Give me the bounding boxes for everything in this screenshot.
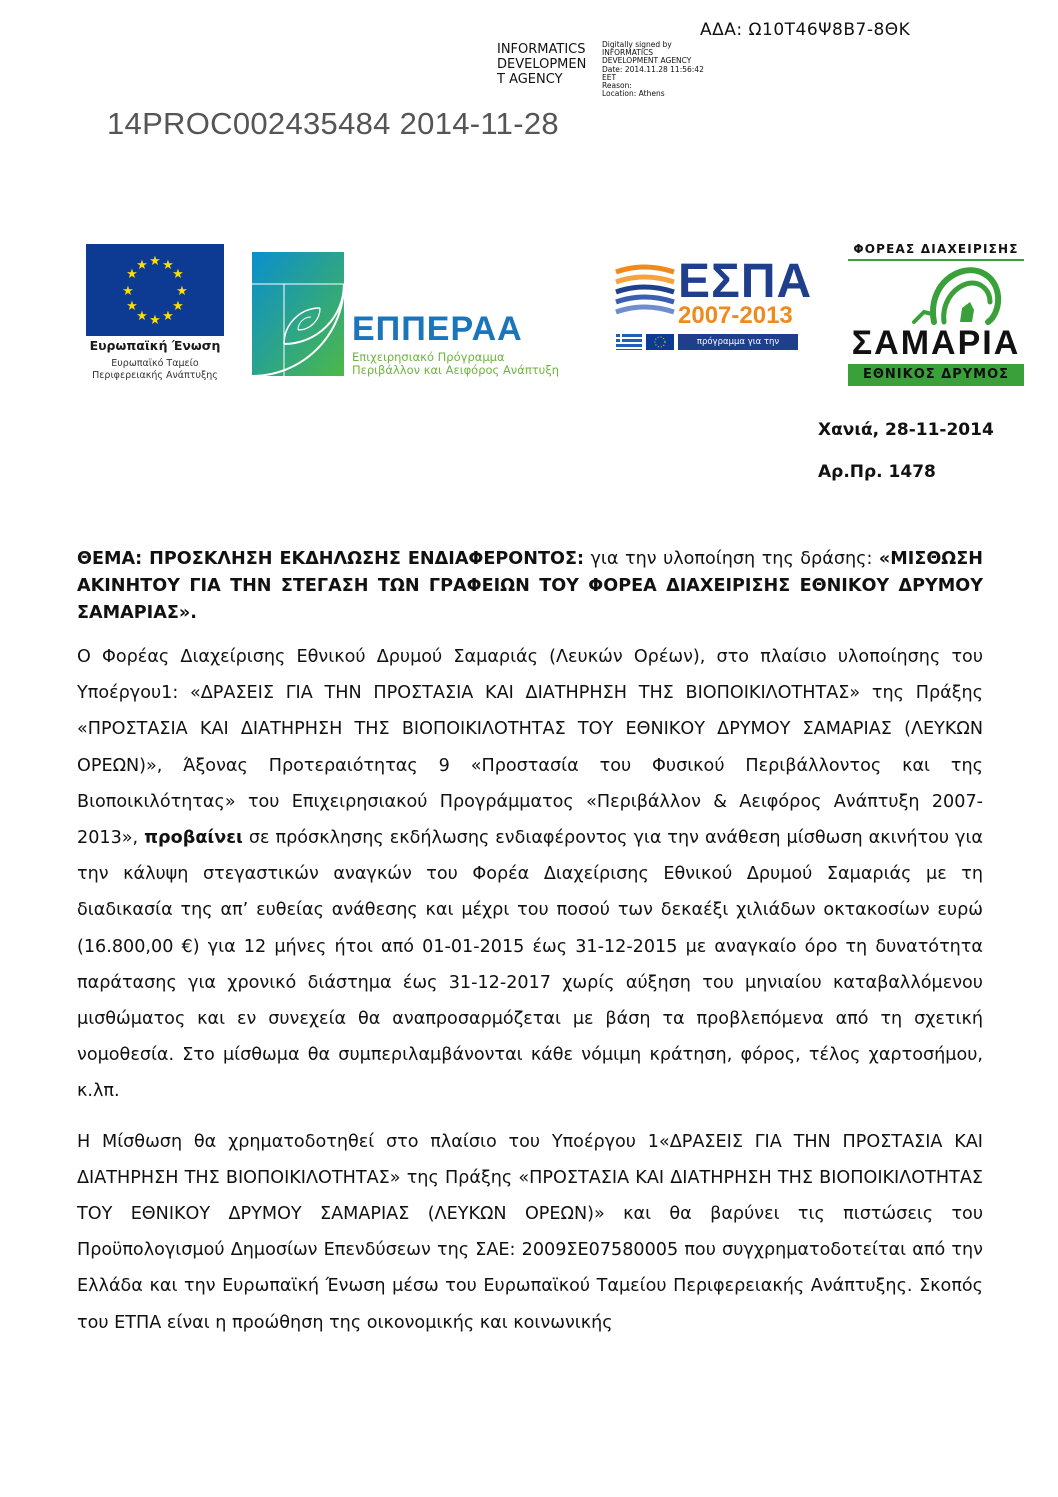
epperaa-subtitle: Επιχειρησιακό Πρόγραμμα (352, 350, 505, 364)
samaria-band: ΕΘΝΙΚΟΣ ΔΡΥΜΟΣ (848, 364, 1024, 386)
eu-flag-icon (86, 244, 224, 336)
digital-signer (497, 42, 601, 87)
svg-text:★: ★ (162, 309, 174, 324)
paragraph-bold-verb: προβαίνει (144, 828, 243, 849)
svg-text:★: ★ (136, 309, 148, 324)
svg-text:★: ★ (149, 254, 161, 269)
signature-details (602, 41, 712, 98)
signer-line: T AGENCY (497, 72, 563, 87)
espa-logo (614, 255, 813, 363)
paragraph-text: Ο Φορέας Διαχείρισης Εθνικού Δρυμού Σαμαριάς (Λευκών Ορέων), στο πλαίσιο υλοποίησης του Υποέργου1: «ΔΡΑΣΕΙΣ ΓΙΑ ΤΗΝ ΠΡΟΣΤΑΣΙΑ ΚΑΙ ΔΙΑΤΗΡΗΣΗ ΤΗΣ ΒΙΟΠΟΙΚΙΛΟΤΗΤΑΣ» της Πράξης «ΠΡΟΣΤΑΣΙΑ ΚΑΙ ΔΙΑΤΗΡΗΣΗ ΤΗΣ ΒΙΟΠΟΙΚΙΛΟΤΗΤΑΣ ΤΟΥ ΕΘΝΙΚΟΥ ΔΡΥΜΟΥ ΣΑΜΑΡΙΑΣ (ΛΕΥΚΩΝ ΟΡΕΩΝ)», Άξονας Προτεραιότητας 9 «Προστασία του Φυσικού Περιβάλλοντος και της Βιοποικιλότητας» του Επιχειρησιακού Προγράμματος «Περιβάλλον & Αειφόρος Ανάπτυξη 2007-2013», (77, 647, 983, 849)
eu-subtitle: Ευρωπαϊκό Ταμείο (111, 358, 199, 369)
svg-text:★: ★ (172, 267, 184, 282)
eu-title: Ευρωπαϊκή Ένωση (89, 338, 221, 353)
subject-label: ΘΕΜΑ: ΠΡΟΣΚΛΗΣΗ ΕΚΔΗΛΩΣΗΣ ΕΝΔΙΑΦΕΡΟΝΤΟΣ: (77, 549, 584, 569)
espa-wave-icon (614, 258, 676, 354)
epperaa-logo (252, 252, 572, 378)
signature-line: Digitally signed by (602, 40, 672, 49)
place-date: Χανιά, 28-11-2014 (818, 420, 994, 440)
signature-line: EET (602, 72, 617, 82)
svg-text:★: ★ (126, 267, 138, 282)
espa-years: 2007-2013 (678, 302, 793, 329)
epperaa-name: ΕΠΠΕΡΑΑ (352, 310, 523, 348)
svg-text:★: ★ (126, 299, 138, 314)
ada-code: ΑΔΑ: Ω10Τ46Ψ8Β7-8ΘΚ (700, 20, 911, 40)
svg-text:★: ★ (149, 313, 161, 328)
ibex-icon (904, 262, 1004, 326)
svg-text:★: ★ (122, 284, 134, 299)
eu-subtitle: Περιφερειακής Ανάπτυξης (92, 370, 218, 381)
paragraph: Η Μίσθωση θα χρηματοδοτηθεί στο πλαίσιο του Υποέργου 1«ΔΡΑΣΕΙΣ ΓΙΑ ΤΗΝ ΠΡΟΣΤΑΣΙΑ ΚΑΙ ΔΙΑΤΗΡΗΣΗ ΤΗΣ ΒΙΟΠΟΙΚΙΛΟΤΗΤΑΣ» της Πράξης «ΠΡΟΣΤΑΣΙΑ ΚΑΙ ΔΙΑΤΗΡΗΣΗ ΤΗΣ ΒΙΟΠΟΙΚΙΛΟΤΗΤΑΣ ΤΟΥ ΕΘΝΙΚΟΥ ΔΡΥΜΟΥ ΣΑΜΑΡΙΑΣ (ΛΕΥΚΩΝ ΟΡΕΩΝ)» και θα βαρύνει τις πιστώσεις του Προϋπολογισμού Δημοσίων Επενδύσεων της ΣΑΕ: 2009ΣΕ07580005 που συγχρηματοδοτείται από την Ελλάδα και την Ευρωπαϊκή Ένωση μέσω του Ευρωπαϊκού Ταμείου Περιφερειακής Ανάπτυξης. Σκοπός του ΕΤΠΑ είναι η προώθηση της οικονομικής και κοινωνικής (77, 1131, 983, 1333)
svg-text:★: ★ (136, 258, 148, 273)
document-body (77, 546, 983, 1355)
epperaa-subtitle: Περιβάλλον και Αειφόρος Ανάπτυξη (352, 363, 560, 377)
protocol-number: Αρ.Πρ. 1478 (818, 462, 936, 482)
subject-text: για την υλοποίηση της δράσης: (584, 549, 879, 569)
signer-line: DEVELOPMEN (497, 57, 587, 72)
samaria-name: ΣΑΜΑΡΙΑ (851, 324, 1021, 362)
signature-line: Date: 2014.11.28 11:56:42 (602, 64, 704, 74)
svg-text:★: ★ (176, 284, 188, 299)
signature-line: Location: Athens (602, 89, 665, 99)
eu-logo (84, 244, 226, 384)
samaria-divider (848, 259, 1024, 261)
paragraph-text: σε πρόσκλησης εκδήλωσης ενδιαφέροντος για την ανάθεση μίσθωση ακινήτου για την κάλυψη στεγαστικών αναγκών του Φορέα Διαχείρισης Εθνικού Δρυμού Σαμαριάς με τη διαδικασία της απ’ ευθείας ανάθεσης και μέχρι του ποσού των δεκαέξι χιλιάδων οκτακοσίων ευρώ (16.800,00 €) για 12 μήνες ήτοι από 01-01-2015 έως 31-12-2015 με αναγκαίο όρο τη δυνατότητα παράτασης για χρονικό διάστημα έως 31-12-2017 χωρίς αύξηση του μηνιαίου καταβαλλόμενου μισθώματος και εν συνεχεία θα αναπροσαρμόζεται με βάση τα προβλεπόμενα από τη σχετική νομοθεσία. Στο μίσθωμα θα συμπεριλαμβάνονται κάθε νόμιμη κράτηση, φόρος, τέλος χαρτοσήμου, κ.λπ. (77, 828, 983, 1102)
epperaa-spiral-icon (252, 252, 344, 376)
subject (77, 546, 983, 627)
samaria-top-label: ΦΟΡΕΑΣ ΔΙΑΧΕΙΡΙΣΗΣ (853, 242, 1019, 256)
signature-line: INFORMATICS (602, 48, 654, 58)
subject-title: «ΜΙΣΘΩΣΗ ΑΚΙΝΗΤΟΥ ΓΙΑ ΤΗΝ ΣΤΕΓΑΣΗ ΤΩΝ ΓΡΑΦΕΙΩΝ ΤΟΥ ΦΟΡΕΑ ΔΙΑΧΕΙΡΙΣΗΣ ΕΘΝΙΚΟΥ ΔΡΥΜΟΥ ΣΑΜΑΡΙΑΣ». (77, 549, 983, 623)
espa-name: ΕΣΠΑ (678, 255, 813, 308)
signer-line: INFORMATICS (497, 42, 586, 57)
samaria-logo (846, 240, 1028, 390)
svg-text:★: ★ (172, 299, 184, 314)
svg-text:★: ★ (162, 258, 174, 273)
signature-line: Reason: (602, 81, 632, 91)
proc-number: 14PROC002435484 2014-11-28 (107, 106, 559, 141)
paragraph (77, 639, 983, 1110)
signature-line: DEVELOPMENT AGENCY (602, 56, 692, 66)
espa-tagline: πρόγραμμα για την ανάπτυξη (678, 334, 798, 350)
